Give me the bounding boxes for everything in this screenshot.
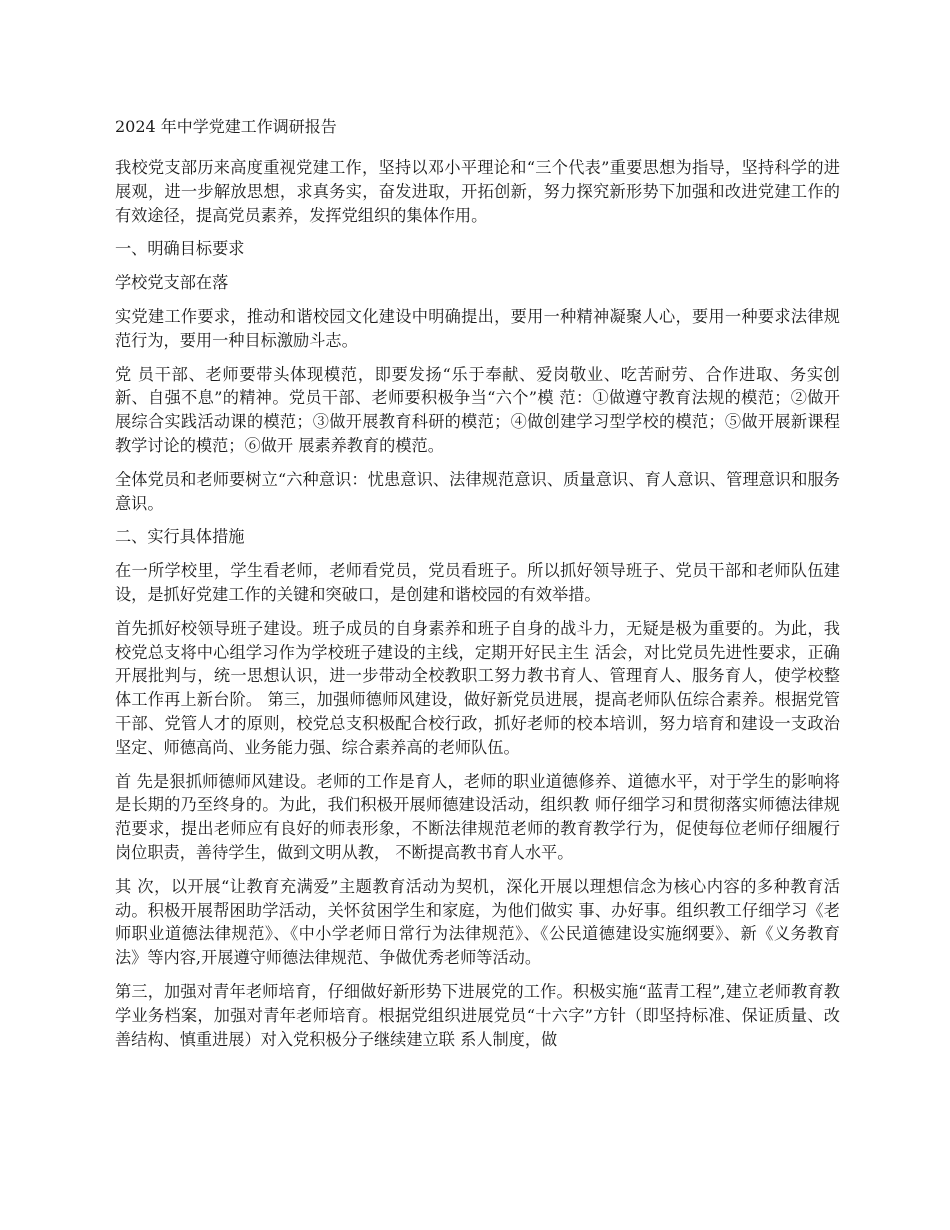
paragraph-requirements: 实党建工作要求，推动和谐校园文化建设中明确提出，要用一种精神凝聚人心，要用一种要求法律规范行为，要用一种目标激励斗志。 [115,306,840,350]
paragraph-young-teachers: 第三，加强对青年老师培育，仔细做好新形势下进展党的工作。积极实施“蓝青工程”,建立老师教育教学业务档案，加强对青年老师培育。根据党组织进展党员“十六字”方针（即坚持标准、保证质量、改善结构、慎重进展）对入党积极分子继续建立联 系人制度，做 [115,981,840,1049]
paragraph-fragment: 学校党支部在落 [115,273,229,293]
section-heading-1: 一、明确目标要求 [115,239,245,259]
paragraph-education-activities: 其 次，以开展“让教育充满爱”主题教育活动为契机，深化开展以理想信念为核心内容的多种教育活动。积极开展帮困助学活动，关怀贫困学生和家庭，为他们做实 事、办好事。组织教工仔细学习《老师职业道德法律规范》、《中小学老师日常行为法律规范》、《公民道德建设实施纲要》、新《义务教育法》等内容,开展遵守师德法律规范、争做优秀老师等活动。 [115,876,840,968]
paragraph-intro: 我校党支部历来高度重视党建工作，坚持以邓小平理论和“三个代表”重要思想为指导，坚持科学的进展观，进一步解放思想，求真务实，奋发进取，开拓创新，努力探究新形势下加强和改进党建工作的有效途径，提高党员素养，发挥党组织的集体作用。 [115,158,840,225]
paragraph-school: 在一所学校里，学生看老师，老师看党员，党员看班子。所以抓好领导班子、党员干部和老师队伍建设，是抓好党建工作的关键和突破口，是创建和谐校园的有效举措。 [115,561,840,604]
paragraph-awareness: 全体党员和老师要树立“六种意识：忧患意识、法律规范意识、质量意识、育人意识、管理意识和服务意识。 [115,469,840,513]
paragraph-leadership: 首先抓好校领导班子建设。班子成员的自身素养和班子自身的战斗力，无疑是极为重要的。为此，我校党总支将中心组学习作为学校班子建设的主线，定期开好民主生 活会，对比党员先进性要求，正确开展批判与，统一思想认识，进一步带动全校教职工努力教书育人、管理育人、服务育人，使学校整体工作再上新台阶。 第三，加强师德师风建设，做好新党员进展，提高老师队伍综合素养。根据党管干部、党管人才的原则，校党总支积极配合校行政，抓好老师的校本培训，努力培育和建设一支政治坚定、师德高尚、业务能力强、综合素养高的老师队伍。 [115,618,840,757]
paragraph-models: 党 员干部、老师要带头体现模范，即要发扬“乐于奉献、爱岗敬业、吃苦耐劳、合作进取、务实创新、自强不息”的精神。党员干部、老师要积极争当“六个”模 范：①做遵守教育法规的模范；②做开展综合实践活动课的模范；③做开展教育科研的模范；④做创建学习型学校的模范；⑤做开展新课程教学讨论的模范；⑥做开 展素养教育的模范。 [115,364,840,455]
document-page [115,116,840,1051]
section-heading-2: 二、实行具体措施 [115,527,245,547]
document-title: 2024 年中学党建工作调研报告 [115,117,337,136]
paragraph-ethics: 首 先是狠抓师德师风建设。老师的工作是育人，老师的职业道德修养、道德水平，对于学生的影响将是长期的乃至终身的。为此，我们积极开展师德建设活动，组织教 师仔细学习和贯彻落实师德法律规范要求，提出老师应有良好的师表形象，不断法律规范老师的教育教学行为，促使每位老师仔细履行岗位职责，善待学生，做到文明从教， 不断提高教书育人水平。 [115,771,840,862]
